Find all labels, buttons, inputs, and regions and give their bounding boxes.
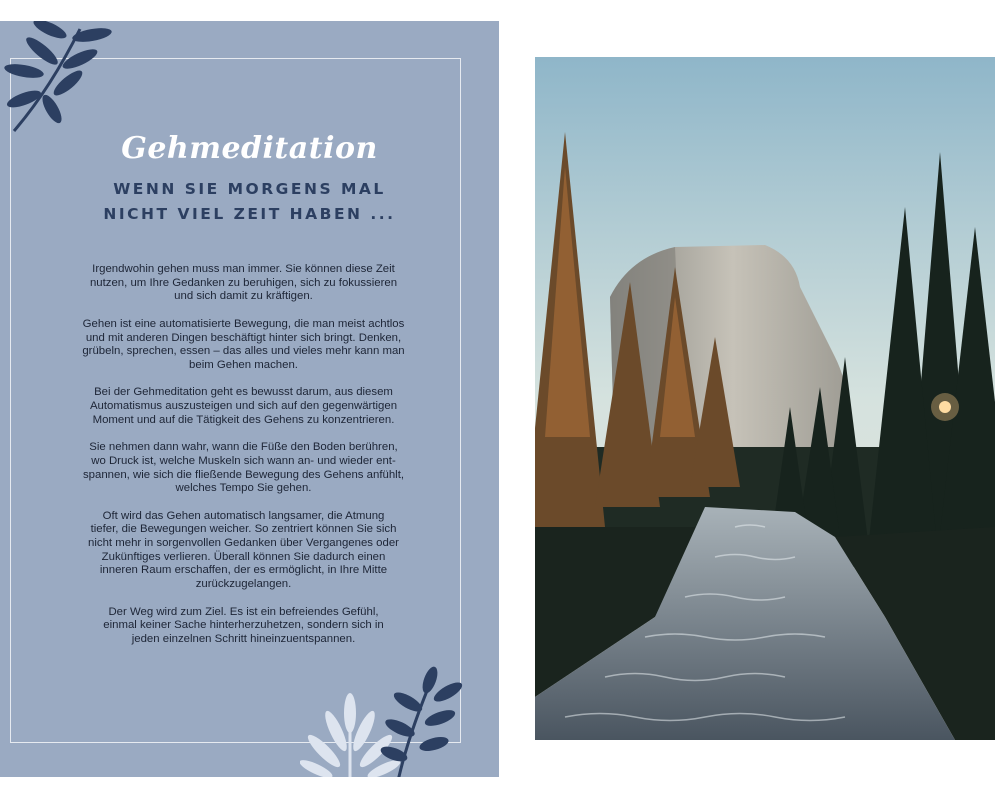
leaf-branch-top-icon bbox=[0, 21, 130, 134]
body-text bbox=[56, 263, 431, 660]
left-page bbox=[0, 21, 499, 777]
paragraph: Oft wird das Gehen automatisch langsamer, die Atmung tiefer, die Bewegungen weicher. So zentriert können Sie sich nicht mehr in sorgenvollen Gedanken über Vergangenes oder Zukünftiges verlieren. Überall können Sie dadurch einen inneren Raum erschaffen, der es ermöglicht, in Ihre Mitte zurückzugelangen. bbox=[88, 509, 399, 591]
leaf-branch-bottom-icon bbox=[378, 666, 468, 777]
paragraph: Bei der Gehmeditation geht es bewusst darum, aus diesem Automatismus auszusteigen und sich auf den gegenwärtigen Moment und auf die Tätigkeit des Gehens zu konzentrieren. bbox=[89, 386, 398, 426]
paragraph: Irgendwohin gehen muss man immer. Sie können diese Zeit nutzen, um Ihre Gedanken zu beruhigen, sich zu fokussieren und sich damit zu kräftigen. bbox=[89, 263, 398, 303]
paragraph: Sie nehmen dann wahr, wann die Füße den Boden berühren, wo Druck ist, welche Muskeln sich wann an- und wieder ent- spannen, wie sich die fließende Bewegung des Gehens anfühlt, welches Tempo Sie gehen. bbox=[82, 441, 405, 495]
paragraph: Der Weg wird zum Ziel. Es ist ein befreiendes Gefühl, einmal keiner Sache hinterherzuhetzen, sondern sich in jeden einzelnen Schritt hineinzuentspannen. bbox=[103, 605, 384, 645]
forest-river-photo bbox=[535, 57, 995, 740]
page-subtitle: WENN SIE MORGENS MAL NICHT VIEL ZEIT HABEN ... bbox=[103, 180, 396, 223]
paragraph: Gehen ist eine automatisierte Bewegung, die man meist achtlos und mit anderen Dingen beschäftigt hinter sich bringt. Denken, grübeln, sprechen, essen – das alles und vieles mehr kann man beim Gehen machen. bbox=[82, 317, 405, 371]
photo-illustration bbox=[535, 57, 995, 740]
page-title: Gehmeditation bbox=[121, 131, 378, 166]
